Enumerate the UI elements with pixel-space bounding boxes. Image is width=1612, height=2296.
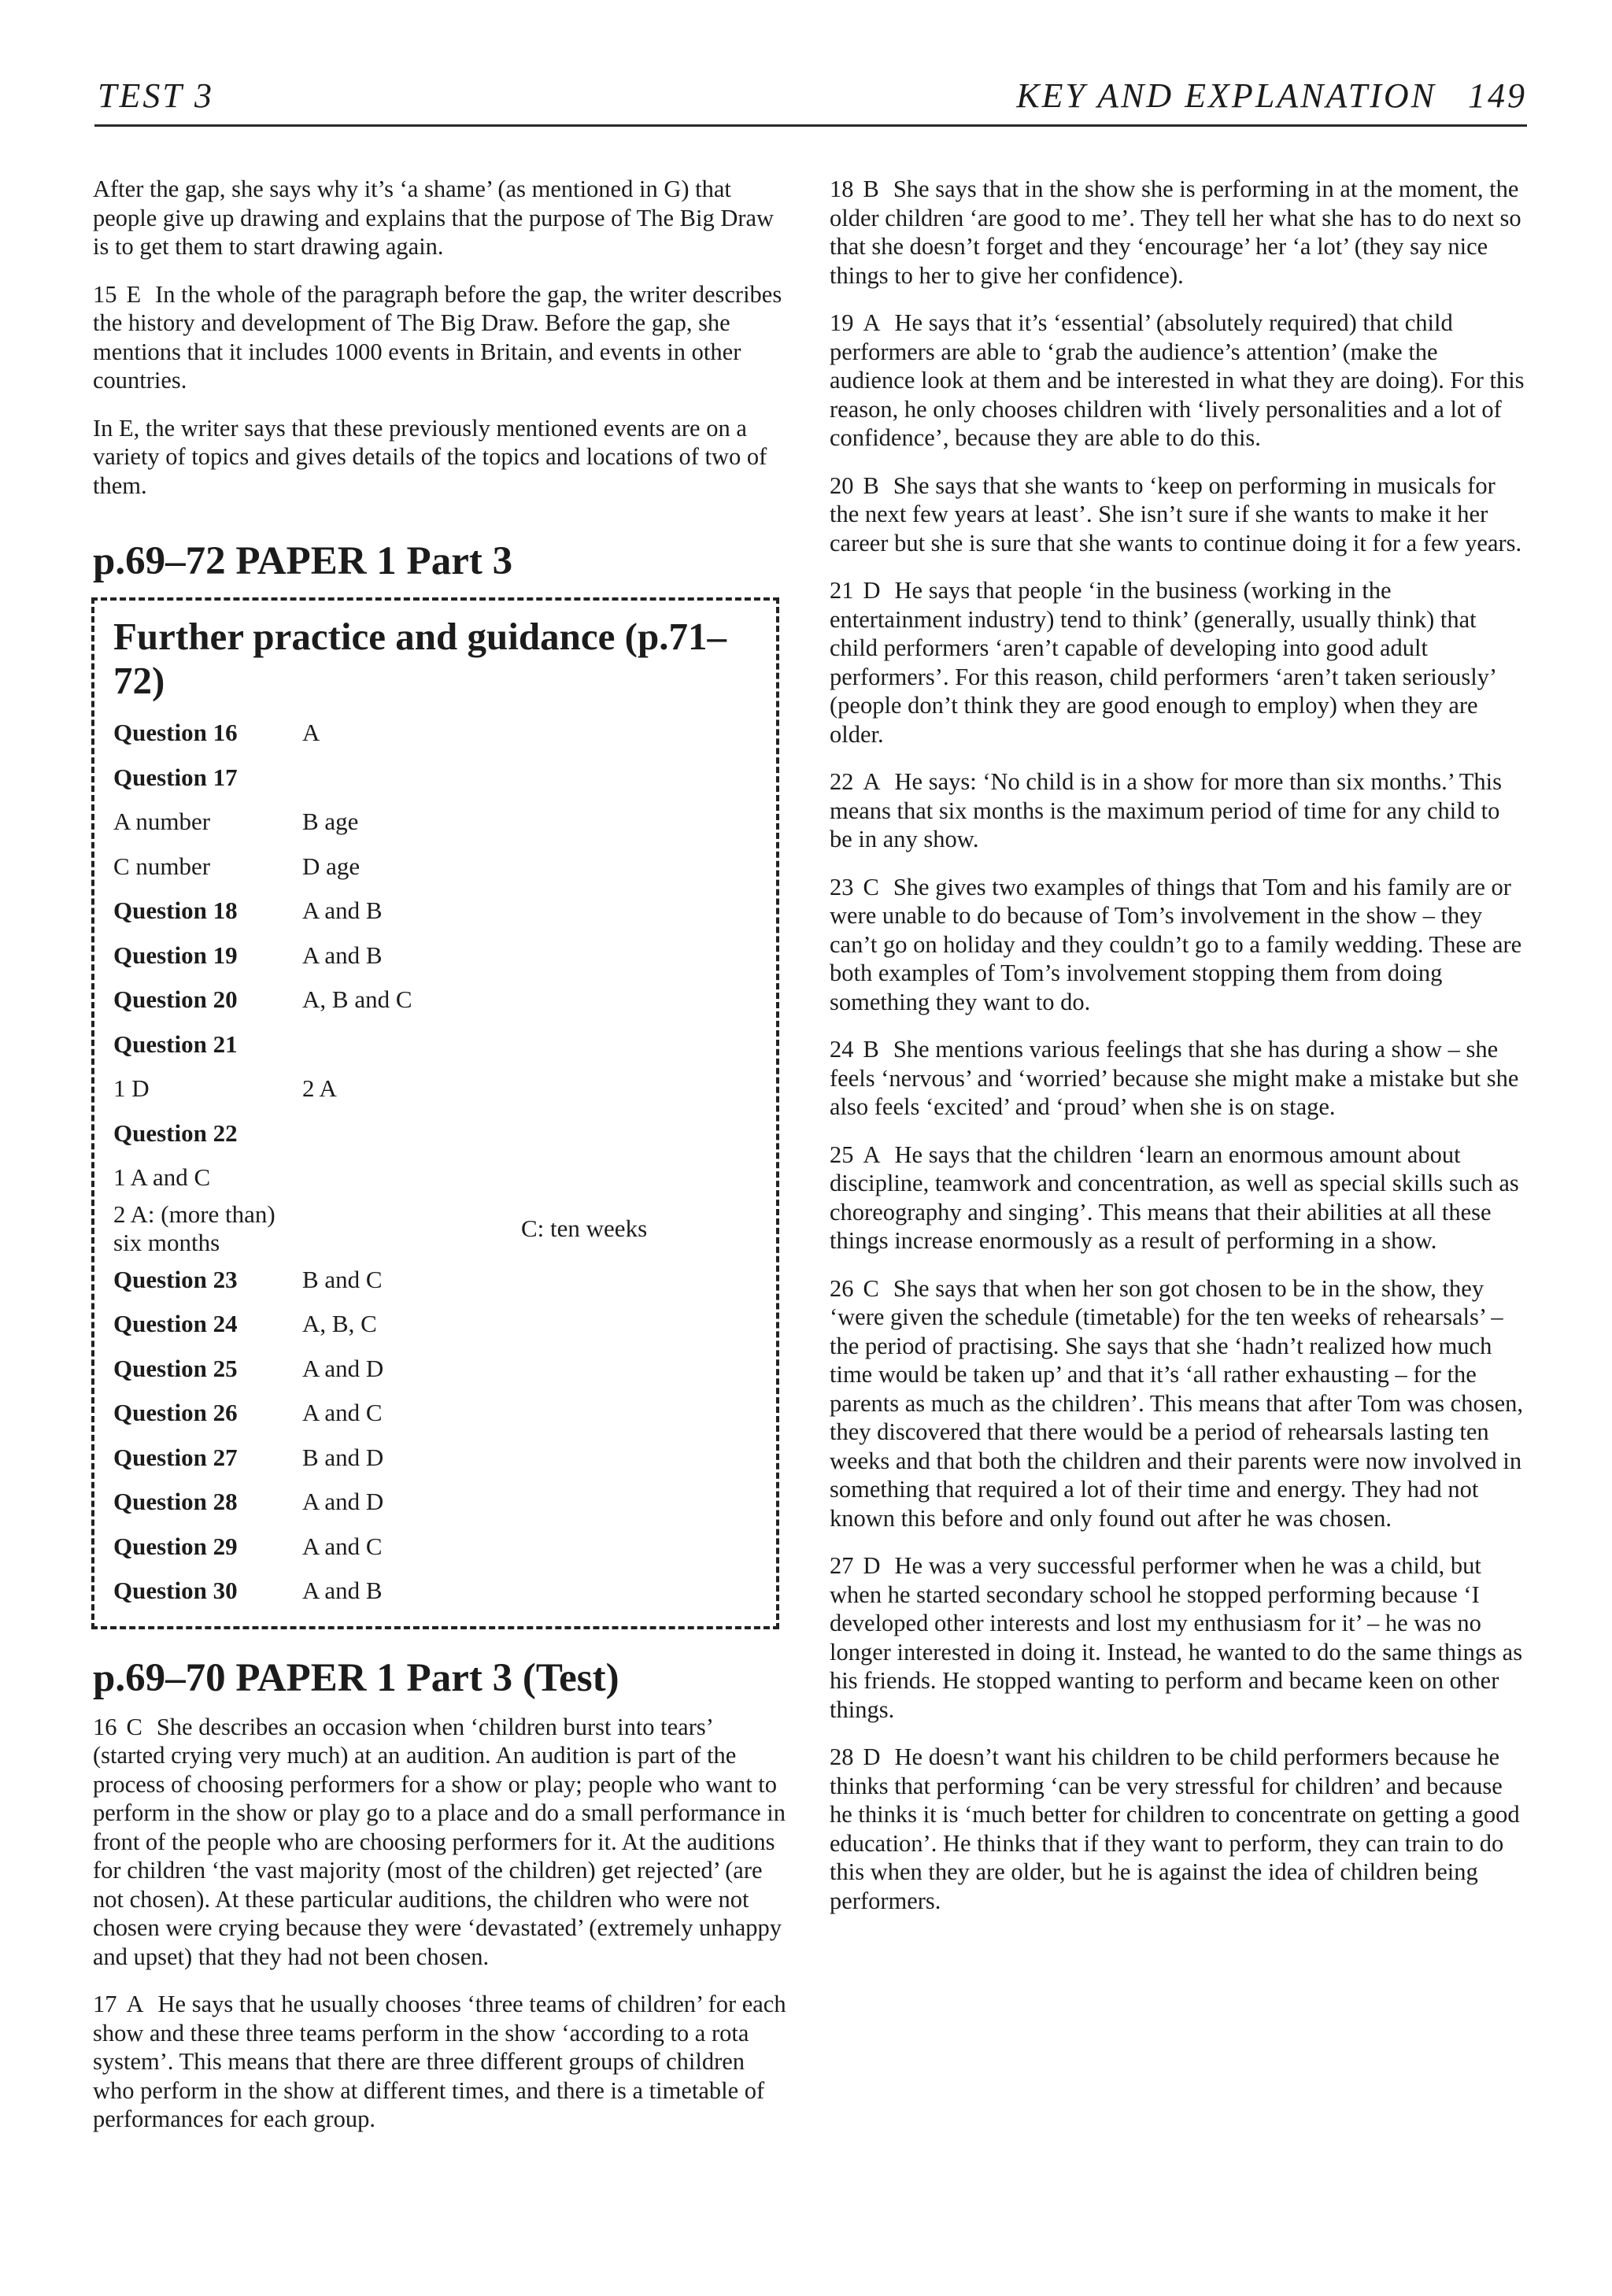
answer-table-cell: Question 21 xyxy=(113,1030,238,1058)
answer-table-cell xyxy=(302,1022,521,1067)
answer-text: She gives two examples of things that Tom and his family are or were unable to do because of Tom’s involvement in the show – they can’t go on holiday and they couldn’t go to a family wedding. These are both examples of Tom’s involvement stopping them from doing something they want to do. xyxy=(830,873,1522,1015)
answer-table-cell: Question 24 xyxy=(113,1310,238,1337)
answer-table-cell: A and B xyxy=(302,941,383,969)
answer-letter: B xyxy=(863,471,879,499)
answer-table-row xyxy=(113,711,647,756)
answer-table-cell xyxy=(521,1302,647,1347)
answer-table-row xyxy=(113,978,647,1022)
answer-table-cell: A number xyxy=(113,808,211,835)
answer-letter: C xyxy=(126,1713,142,1740)
answer-table-cell: Question 23 xyxy=(113,1265,238,1293)
answer-table-cell: 2 A xyxy=(302,1074,337,1102)
answer-table-cell xyxy=(521,800,647,845)
answer-24 xyxy=(830,1035,1527,1122)
further-practice-box xyxy=(91,597,779,1629)
page-number: 149 xyxy=(1468,76,1527,115)
answer-table-row xyxy=(113,1302,647,1347)
answer-number: 15 xyxy=(93,280,117,308)
answer-table xyxy=(113,711,647,1614)
answer-table-cell: C: ten weeks xyxy=(521,1214,648,1242)
intro-paragraph: After the gap, she says why it’s ‘a shame’ (as mentioned in G) that people give up drawing and explains that the purpose of The Big Draw is to get them to start drawing again. xyxy=(93,176,775,260)
answer-table-cell: C number xyxy=(113,852,211,880)
answer-number: 19 xyxy=(830,309,854,336)
answer-table-row xyxy=(113,845,647,889)
answer-table-cell: 1 D xyxy=(113,1074,150,1102)
left-column xyxy=(93,175,789,2153)
right-column xyxy=(830,175,1527,1934)
answer-text: She says that in the show she is performing in at the moment, the older children ‘are good to me’. They tell her what she has to do next so that she doesn’t forget and they ‘encourage’ her ‘a lot’ (they say nice things to her to give her confidence). xyxy=(830,176,1521,289)
answer-table-cell xyxy=(302,756,521,800)
answer-table-cell xyxy=(521,711,647,756)
answer-table-cell xyxy=(521,1111,647,1156)
answer-letter: B xyxy=(863,1036,879,1063)
answer-table-cell: A and D xyxy=(302,1488,384,1515)
answer-number: 18 xyxy=(830,176,854,202)
answer-table-row xyxy=(113,756,647,800)
answer-text: She mentions various feelings that she has during a show – she feels ‘nervous’ and ‘worried’ because she might make a mistake but she also feels ‘excited’ and ‘proud’ when she is on stage. xyxy=(830,1036,1519,1120)
answer-table-cell: B and C xyxy=(302,1265,383,1293)
answer-table-cell: Question 19 xyxy=(113,941,238,969)
answer-table-cell: A and C xyxy=(302,1399,383,1426)
header-title: KEY AND EXPLANATION xyxy=(1016,76,1436,115)
answer-letter: C xyxy=(863,1274,879,1302)
answer-28 xyxy=(830,1743,1527,1915)
answer-table-cell: Question 22 xyxy=(113,1118,238,1147)
answer-table-cell: D age xyxy=(302,852,360,880)
answer-table-cell: Question 30 xyxy=(113,1577,238,1604)
answer-table-cell: Question 20 xyxy=(113,985,238,1013)
answer-table-cell xyxy=(521,1436,647,1481)
answer-table-cell xyxy=(521,1525,647,1569)
answer-table-cell xyxy=(521,934,647,978)
answer-text: He says that people ‘in the business (working in the entertainment industry) tend to think’ (generally, usually think) that child performers ‘aren’t capable of developing into good adult performers’. For this reason, child performers ‘aren’t taken seriously’ (people don’t think they are good enough to employ) when they are older. xyxy=(830,577,1496,748)
answer-table-row xyxy=(113,1155,647,1200)
answer-table-cell: A and C xyxy=(302,1532,383,1560)
answer-letter: E xyxy=(126,280,142,308)
answer-table-row xyxy=(113,1200,647,1258)
answer-table-cell: Question 16 xyxy=(113,719,238,746)
answer-17 xyxy=(93,1990,789,2134)
answer-table-row xyxy=(113,1525,647,1569)
section-heading-part3-test: p.69–70 PAPER 1 Part 3 (Test) xyxy=(93,1655,619,1700)
answer-table-cell xyxy=(521,845,647,889)
answer-25 xyxy=(830,1141,1527,1255)
answer-table-cell: A xyxy=(302,719,320,746)
answer-text: She describes an occasion when ‘children burst into tears’ (started crying very much) at an audition. An audition is part of the process of choosing performers for a show or play; people who want to perform in the show or play go to a place and do a small performance in front of the people who are choosing performers for it. At the auditions for children ‘the vast majority (most of the children) get rejected’ (are not chosen). At these particular auditions, the children who were not chosen were crying because they were ‘devastated’ (extremely unhappy and upset) that they had not been chosen. xyxy=(93,1713,786,1970)
answer-letter: D xyxy=(863,1552,881,1579)
answer-letter: B xyxy=(863,176,879,202)
answer-19 xyxy=(830,309,1527,453)
answer-text: He doesn’t want his children to be child performers because he thinks that performing ‘can be very stressful for children’ and because he thinks it is ‘much better for children to concentrate on getting a good education’. He thinks that if they want to perform, they can train to do this when they are older, but he is against the idea of children being performers. xyxy=(830,1743,1520,1914)
answer-table-cell xyxy=(302,1155,521,1200)
answer-number: 22 xyxy=(830,768,854,795)
answer-table-cell: B and D xyxy=(302,1443,384,1471)
answer-15-continued: In E, the writer says that these previously mentioned events are on a variety of topics and gives details of the topics and locations of two of them. xyxy=(93,414,767,499)
answer-23 xyxy=(830,873,1527,1017)
box-title: Further practice and guidance (p.71–72) xyxy=(113,615,727,702)
answer-21 xyxy=(830,576,1527,749)
answer-number: 20 xyxy=(830,471,854,499)
answer-letter: A xyxy=(863,1141,881,1168)
answer-22 xyxy=(830,767,1527,854)
answer-table-cell xyxy=(521,978,647,1022)
answer-table-cell xyxy=(521,1347,647,1392)
answer-table-row xyxy=(113,800,647,845)
answer-table-row xyxy=(113,1436,647,1481)
answer-table-cell: 1 A and C xyxy=(113,1163,211,1191)
answer-table-cell xyxy=(521,1155,647,1200)
answer-table-cell xyxy=(521,756,647,800)
answer-table-row xyxy=(113,889,647,934)
answer-26 xyxy=(830,1274,1527,1533)
answer-table-cell: Question 26 xyxy=(113,1399,238,1426)
answer-table-cell: Question 17 xyxy=(113,763,238,791)
answer-table-row xyxy=(113,1111,647,1156)
answer-letter: D xyxy=(863,577,881,604)
answer-27 xyxy=(830,1551,1527,1724)
answer-table-cell: A and B xyxy=(302,1577,383,1604)
answer-15 xyxy=(93,280,789,395)
answer-table-cell xyxy=(521,1022,647,1067)
header-test-label: TEST 3 xyxy=(98,76,215,115)
answer-table-cell xyxy=(302,1111,521,1156)
answer-table-cell: A and D xyxy=(302,1354,384,1382)
answer-table-row xyxy=(113,1067,647,1111)
answer-table-cell: Question 27 xyxy=(113,1443,238,1471)
answer-20 xyxy=(830,471,1527,558)
answer-table-cell xyxy=(302,1200,521,1258)
answer-table-cell xyxy=(521,1480,647,1525)
answer-table-row xyxy=(113,1022,647,1067)
answer-table-cell: Question 25 xyxy=(113,1354,238,1382)
answer-text: She says that she wants to ‘keep on performing in musicals for the next few years at least’. She isn’t sure if she wants to make it her career but she is sure that she wants to continue doing it for a few years. xyxy=(830,471,1522,556)
answer-table-cell xyxy=(521,1569,647,1614)
answer-table-cell: Question 18 xyxy=(113,897,238,924)
answer-text: He was a very successful performer when he was a child, but when he started secondary school he stopped performing because ‘I developed other interests and lost my enthusiasm for it’ – he was no longer interested in doing it. Instead, he wanted to do the same things as his friends. He stopped wanting to perform and became keen on other things. xyxy=(830,1552,1523,1723)
answer-table-row xyxy=(113,1569,647,1614)
answer-text: He says: ‘No child is in a show for more than six months.’ This means that six months is the maximum period of time for any child to be in any show. xyxy=(830,768,1502,852)
answer-table-cell: B age xyxy=(302,808,359,835)
answer-table-cell xyxy=(521,1258,647,1303)
answer-number: 23 xyxy=(830,873,854,900)
answer-letter: A xyxy=(863,768,881,795)
answer-table-cell: Question 29 xyxy=(113,1532,238,1560)
answer-table-cell xyxy=(521,889,647,934)
answer-table-cell xyxy=(521,1067,647,1111)
answer-table-cell: Question 28 xyxy=(113,1488,238,1515)
answer-16 xyxy=(93,1713,789,1972)
answer-text: He says that he usually chooses ‘three teams of children’ for each show and these three teams perform in the show ‘according to a rota system’. This means that there are three different groups of children who perform in the show at different times, and there is a timetable of performances for each group. xyxy=(93,1991,786,2132)
answer-number: 16 xyxy=(93,1713,117,1740)
answer-number: 21 xyxy=(830,577,854,604)
answer-table-row xyxy=(113,1391,647,1436)
answer-table-row xyxy=(113,934,647,978)
answer-number: 26 xyxy=(830,1274,854,1302)
header-section-label xyxy=(1016,76,1527,116)
answer-letter: A xyxy=(126,1991,144,2017)
answer-letter: D xyxy=(863,1743,881,1770)
answer-18 xyxy=(830,175,1527,290)
answer-number: 17 xyxy=(93,1991,117,2017)
answer-table-cell: 2 A: (more than) six months xyxy=(113,1200,275,1256)
answer-number: 28 xyxy=(830,1743,854,1770)
answer-table-cell: A, B and C xyxy=(302,985,412,1013)
answer-text: He says that the children ‘learn an enormous amount about discipline, teamwork and concentration, as well as special skills such as choreography and singing’. This means that their abilities at all these things increase enormously as a result of performing in a show. xyxy=(830,1141,1519,1254)
answer-letter: C xyxy=(863,873,879,900)
page-header xyxy=(94,69,1527,127)
answer-text: He says that it’s ‘essential’ (absolutely required) that child performers are able to ‘grab the audience’s attention’ (make the audience look at them and be interested in what they are doing). For this reason, he only chooses children with ‘lively personalities and a lot of confidence’, because they are able to do this. xyxy=(830,309,1525,451)
answer-text: In the whole of the paragraph before the gap, the writer describes the history and development of The Big Draw. Before the gap, she mentions that it includes 1000 events in Britain, and events in other countries. xyxy=(93,280,782,394)
answer-table-row xyxy=(113,1258,647,1303)
answer-text: She says that when her son got chosen to be in the show, they ‘were given the schedule (timetable) for the ten weeks of rehearsals’ – the period of practising. She says that she ‘hadn’t realized how much time would be taken up’ and that it’s ‘all rather exhausting – for the parents as much as the children’. This means that after Tom was chosen, they discovered that there would be a period of rehearsals lasting ten weeks and that both the children and their parents were now involved in something that required a lot of their time and energy. They had not known this before and only found out after he was chosen. xyxy=(830,1274,1523,1532)
answer-table-row xyxy=(113,1347,647,1392)
answer-letter: A xyxy=(863,309,881,336)
answer-table-row xyxy=(113,1480,647,1525)
answer-table-cell: A, B, C xyxy=(302,1310,377,1337)
section-heading-part3: p.69–72 PAPER 1 Part 3 xyxy=(93,539,513,583)
answer-table-cell: A and B xyxy=(302,897,383,924)
answer-number: 27 xyxy=(830,1552,854,1579)
answer-number: 25 xyxy=(830,1141,854,1168)
answer-table-cell xyxy=(521,1391,647,1436)
answer-number: 24 xyxy=(830,1036,854,1063)
